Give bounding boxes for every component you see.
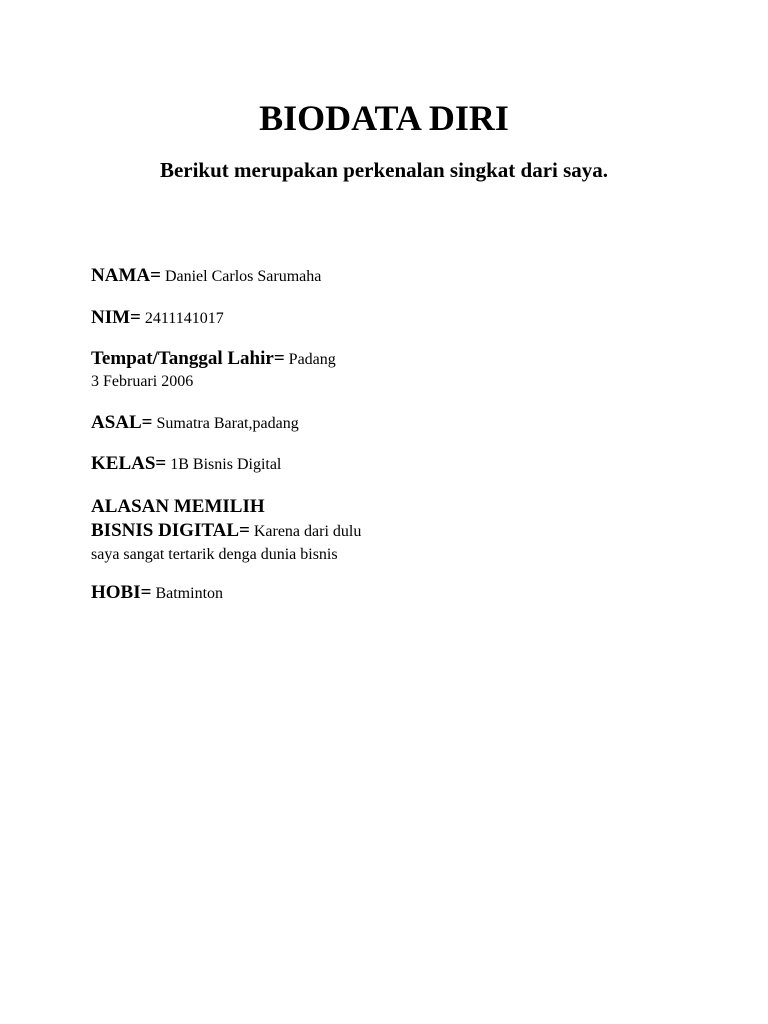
field-asal: [91, 412, 691, 435]
field-asal-value: Sumatra Barat,padang: [156, 415, 299, 432]
field-nim-label: NIM=: [91, 307, 141, 328]
field-nama-value: Daniel Carlos Sarumaha: [164, 268, 322, 285]
field-ttl-value-place: Padang: [288, 351, 336, 368]
field-nim: [91, 307, 691, 330]
field-alasan-label-line1: ALASAN MEMILIH: [91, 496, 265, 517]
field-nama-label: NAMA=: [91, 265, 161, 286]
field-ttl-label: Tempat/Tanggal Lahir=: [91, 348, 285, 369]
field-alasan-memilih: [91, 495, 691, 566]
field-kelas-label: KELAS=: [91, 453, 167, 474]
field-kelas-value: 1B Bisnis Digital: [170, 456, 282, 473]
field-hobi: [91, 582, 691, 605]
field-ttl-value-date: 3 Februari 2006: [91, 373, 194, 390]
document-subtitle: Berikut merupakan perkenalan singkat dari saya.: [159, 158, 609, 182]
field-tempat-tanggal-lahir: [91, 348, 691, 393]
field-nim-value: 2411141017: [144, 310, 224, 327]
field-alasan-label-line2: BISNIS DIGITAL=: [91, 520, 250, 541]
document-title: BIODATA DIRI: [259, 98, 509, 138]
field-asal-label: ASAL=: [91, 412, 153, 433]
field-hobi-label: HOBI=: [91, 582, 152, 603]
field-alasan-value-line2: saya sangat tertarik denga dunia bisnis: [91, 546, 338, 563]
field-alasan-value-line1: Karena dari dulu: [253, 523, 362, 540]
field-hobi-value: Batminton: [155, 585, 224, 602]
field-kelas: [91, 453, 691, 476]
field-nama: [91, 265, 691, 288]
